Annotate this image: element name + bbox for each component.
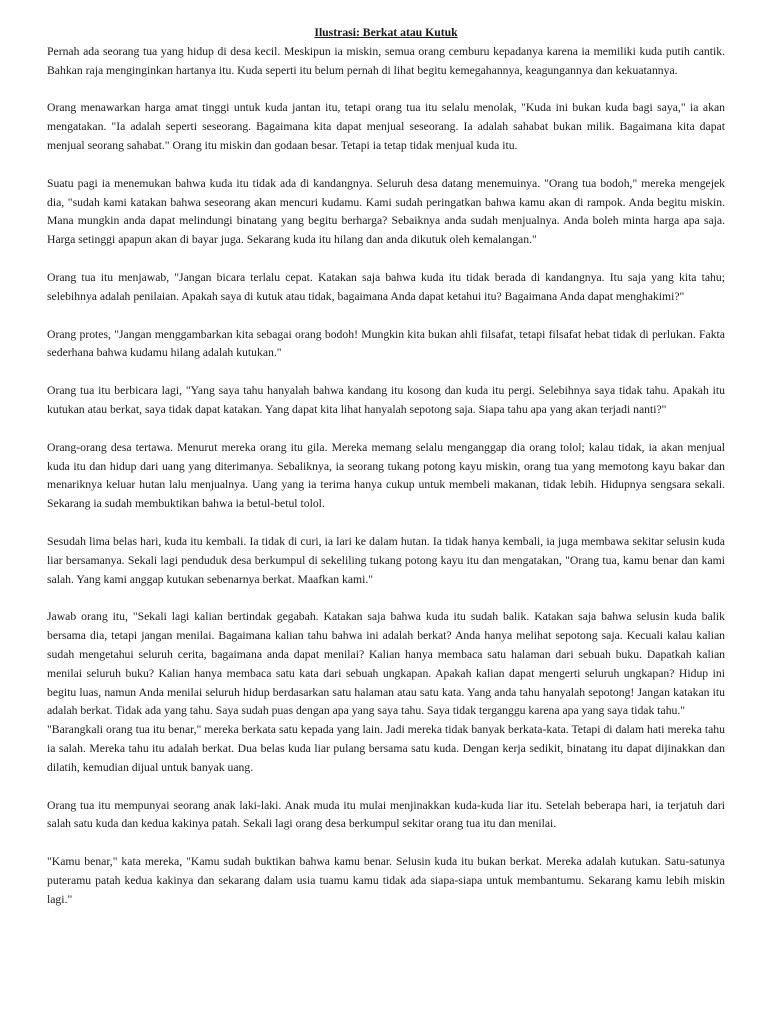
paragraph-11: Orang tua itu mempunyai seorang anak laki-laki. Anak muda itu mulai menjinakkan kuda-kuda liar itu. Setelah beberapa hari, ia terjatuh dari salah satu kuda dan kedua kakinya patah. Sekali lagi orang desa berkumpul sekitar orang tua itu dan menilai. (47, 798, 725, 831)
paragraph-12: "Kamu benar," kata mereka, "Kamu sudah buktikan bahwa kamu benar. Selusin kuda itu bukan berkat. Mereka adalah kutukan. Satu-satunya puteramu patah kedua kakinya dan sekarang dalam usia tuamu kamu tidak ada siapa-siapa untuk membantumu. Sekarang kamu lebih miskin lagi." (47, 855, 725, 906)
paragraph-2: Orang menawarkan harga amat tinggi untuk kuda jantan itu, tetapi orang tua itu selalu menolak, "Kuda ini bukan kuda bagi saya," ia akan mengatakan. "Ia adalah seperti seseorang. Bagaimana kita dapat menjual seseorang. Ia adalah sahabat bukan milik. Bagaimana kita dapat menjual seorang sahabat." Orang itu miskin dan godaan besar. Tetapi ia tetap tidak menjual kuda itu. (47, 101, 725, 152)
paragraph-6: Orang tua itu berbicara lagi, "Yang saya tahu hanyalah bahwa kandang itu kosong dan kuda itu pergi. Selebihnya saya tidak tahu. Apakah itu kutukan atau berkat, saya tidak dapat katakan. Yang dapat kita lihat hanyalah sepotong saja. Siapa tahu apa yang akan terjadi nanti?" (47, 384, 725, 416)
document-page (47, 24, 725, 928)
paragraph-9: Jawab orang itu, "Sekali lagi kalian bertindak gegabah. Katakan saja bahwa kuda itu sudah balik. Katakan saja bahwa selusin kuda balik bersama dia, tetapi jangan menilai. Bagaimana kalian tahu bahwa ini adalah berkat? Anda hanya melihat sepotong saja. Kecuali kalau kalian sudah mengetahui seluruh cerita, bagaimana anda dapat menilai? Kalian hanya membaca satu halaman dari sebuah buku. Dapatkah kalian menilai seluruh buku? Kalian hanya membaca satu kata dari sebuah ungkapan. Apakah kalian dapat mengerti seluruh ungkapan? Hidup ini begitu luas, namun Anda menilai seluruh hidup berdasarkan satu halaman atau satu kata. Yang anda tahu hanyalah sepotong! Jangan katakan itu adalah berkat. Tidak ada yang tahu. Saya sudah puas dengan apa yang saya tahu. Saya tidak terganggu karena apa yang saya tidak tahu." (47, 610, 725, 718)
document-title: Ilustrasi: Berkat atau Kutuk (314, 26, 458, 39)
paragraph-3: Suatu pagi ia menemukan bahwa kuda itu tidak ada di kandangnya. Seluruh desa datang menemuinya. "Orang tua bodoh," mereka mengejek dia, "sudah kami katakan bahwa seseorang akan mencuri kudamu. Kami sudah peringatkan bahwa kamu akan di rampok. Anda begitu miskin. Mana mungkin anda dapat melindungi binatang yang begitu berharga? Sebaiknya anda sudah menjualnya. Anda boleh minta harga apa saja. Harga setinggi apapun akan di bayar juga. Sekarang kuda itu hilang dan anda dikutuk oleh kemalangan." (47, 176, 725, 247)
paragraph-10: "Barangkali orang tua itu benar," mereka berkata satu kepada yang lain. Jadi mereka tidak banyak berkata-kata. Tetapi di dalam hati mereka tahu ia salah. Mereka tahu itu adalah berkat. Dua belas kuda liar pulang bersama satu kuda. Dengan kerja sedikit, binatang itu dapat dijinakkan dan dilatih, kemudian dijual untuk banyak uang. (47, 723, 725, 774)
paragraph-1: Pernah ada seorang tua yang hidup di desa kecil. Meskipun ia miskin, semua orang cemburu kepadanya karena ia memiliki kuda putih cantik. Bahkan raja menginginkan hartanya itu. Kuda seperti itu belum pernah di lihat begitu kemegahannya, keagungannya dan kekuatannya. (47, 44, 725, 77)
paragraph-7: Orang-orang desa tertawa. Menurut mereka orang itu gila. Mereka memang selalu menganggap dia orang tolol; kalau tidak, ia akan menjual kuda itu dan hidup dari uang yang diterimanya. Sebaliknya, ia seorang tukang potong kayu miskin, orang tua yang memotong kayu bakar dan menariknya keluar hutan lalu menjualnya. Uang yang ia terima hanya cukup untuk membeli makanan, tidak lebih. Hidupnya sengsara sekali. Sekarang ia sudah membuktikan bahwa ia betul-betul tolol. (47, 440, 725, 511)
paragraph-5: Orang protes, "Jangan menggambarkan kita sebagai orang bodoh! Mungkin kita bukan ahli filsafat, tetapi filsafat hebat tidak di perlukan. Fakta sederhana bahwa kudamu hilang adalah kutukan." (47, 327, 725, 360)
paragraph-4: Orang tua itu menjawab, "Jangan bicara terlalu cepat. Katakan saja bahwa kuda itu tidak berada di kandangnya. Itu saja yang kita tahu; selebihnya adalah penilaian. Apakah saya di kutuk atau tidak, bagaimana Anda dapat ketahui itu? Bagaimana Anda dapat menghakimi?" (47, 270, 725, 303)
paragraph-8: Sesudah lima belas hari, kuda itu kembali. Ia tidak di curi, ia lari ke dalam hutan. Ia tidak hanya kembali, ia juga membawa sekitar selusin kuda liar bersamanya. Sekali lagi penduduk desa berkumpul di sekeliling tukang potong kayu itu dan mengatakan, "Orang tua, kamu benar dan kami salah. Yang kami anggap kutukan sebenarnya berkat. Maafkan kami." (47, 534, 725, 586)
